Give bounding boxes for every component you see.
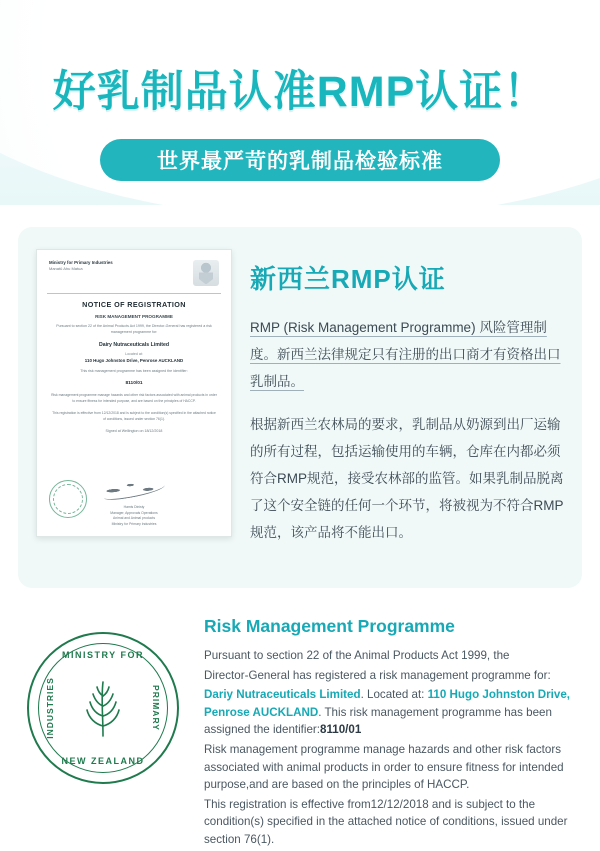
certificate-intro: Pursuant to section 22 of the Animal Products Act 1999, the Director-General has registered a risk management programme for:: [56, 324, 212, 335]
certificate-header: [47, 258, 221, 290]
rmp-intro-section: [18, 227, 582, 588]
banner-subtitle-pill: 世界最严苛的乳制品检验标准: [100, 139, 500, 181]
en-company: Dariy Nutraceuticals Limited: [204, 688, 361, 702]
stamp-text-top: MINISTRY FOR: [61, 650, 144, 660]
certificate-company: Dairy Nutraceuticals Limited: [98, 341, 170, 348]
en-located-at: . Located at:: [360, 688, 425, 702]
stamp-wrapper: [18, 610, 188, 784]
certificate-signed-label: Signed at Wellington on 18/12/2018: [105, 428, 163, 433]
rmp-english-body: [204, 647, 582, 849]
certificate-signatory: [37, 505, 231, 528]
signatory-name: Hamis Dinisty: [123, 504, 145, 509]
certificate-divider: [47, 293, 221, 294]
en-after-address: . This risk management programme has been assigned the identifier:: [204, 705, 552, 737]
nz-coat-of-arms-icon: [193, 260, 219, 286]
en-paragraph-2: Risk management programme manage hazards and other risk factors associated with animal products in order to ensure fitness for intended purpose,and are based on the principles of HACCP.: [204, 743, 564, 792]
hero-banner: [0, 0, 600, 205]
rmp-detail-section: [18, 610, 582, 851]
signatory-title-2: Animal and Animal products: [112, 516, 156, 521]
signatory-title-3: Ministry for Primary Industries: [111, 522, 157, 527]
page-title: 好乳制品认准RMP认证！: [52, 68, 548, 116]
signatory-title-1: Manager, Approvals Operations: [110, 510, 158, 515]
certificate-address: 110 Hugo Johnston Drive, Penrose AUCKLAND: [84, 358, 184, 364]
rmp-english-text: [204, 610, 582, 851]
rmp-paragraph-1: RMP (Risk Management Programme) 风险管理制度。新西兰法律规定只有注册的出口商才有资格出口乳制品。: [250, 320, 561, 389]
certificate-body: Risk management programme manage hazards and other risk factors associated with animal products in order to ensure fitness for intended purpose, and are based on the principles of HACCP.: [51, 392, 217, 403]
en-identifier: 8110/01: [320, 723, 362, 737]
certificate-located-label: Located at:: [125, 351, 143, 356]
en-company-line: [204, 686, 582, 739]
stamp-text-left: INDUSTRIES: [45, 677, 55, 739]
section-heading-en: Risk Management Programme: [204, 616, 455, 636]
certificate-identifier: 8110/01: [125, 380, 143, 386]
stamp-text-bottom: NEW ZEALAND: [61, 756, 145, 766]
ministry-name: [49, 260, 113, 271]
en-line-2: Director-General has registered a risk management programme for:: [204, 668, 551, 682]
certificate-image: [36, 249, 232, 537]
ministry-name-mi: Manatū Ahu Matua: [49, 265, 83, 271]
certificate-identifier-note: This risk management programme has been assigned the identifier:: [80, 368, 188, 373]
section-heading-cn: 新西兰RMP认证: [250, 264, 446, 294]
en-address: 110 Hugo Johnston Drive, Penrose AUCKLAND: [204, 688, 570, 719]
ministry-for-primary-industries-stamp-icon: [27, 632, 179, 784]
certificate-title: NOTICE OF REGISTRATION: [82, 300, 186, 309]
silver-fern-icon: [71, 676, 135, 740]
en-line-2-wrap: [204, 667, 582, 685]
certificate-effective: This registration is effective from 12/12/2018 and is subject to the condition(s) specified in the attached notice of conditions, issued under section 76(1).: [52, 410, 216, 421]
rmp-paragraph-2: 根据新西兰农林局的要求，乳制品从奶源到出厂运输的所有过程，包括运输使用的车辆，仓库在内都必须符合RMP规范，接受农林部的监管。如果乳制品脱离了这个安全链的任何一个环节，将被视为不符合RMP规范，该产品将不能出口。: [250, 417, 564, 540]
en-paragraph-3: This registration is effective from12/12/2018 and is subject to the condition(s) specified in the attached notice of conditions, issued under section 76(1).: [204, 797, 568, 847]
stamp-text-right: PRIMARY: [151, 685, 161, 731]
en-line-1: Pursuant to section 22 of the Animal Products Act 1999, the: [204, 649, 510, 662]
signature-icon: [98, 474, 169, 501]
ministry-name-en: Ministry for Primary Industries: [49, 260, 113, 265]
certificate-subtitle: RISK MANAGEMENT PROGRAMME: [95, 314, 173, 320]
rmp-intro-text: [250, 249, 564, 562]
